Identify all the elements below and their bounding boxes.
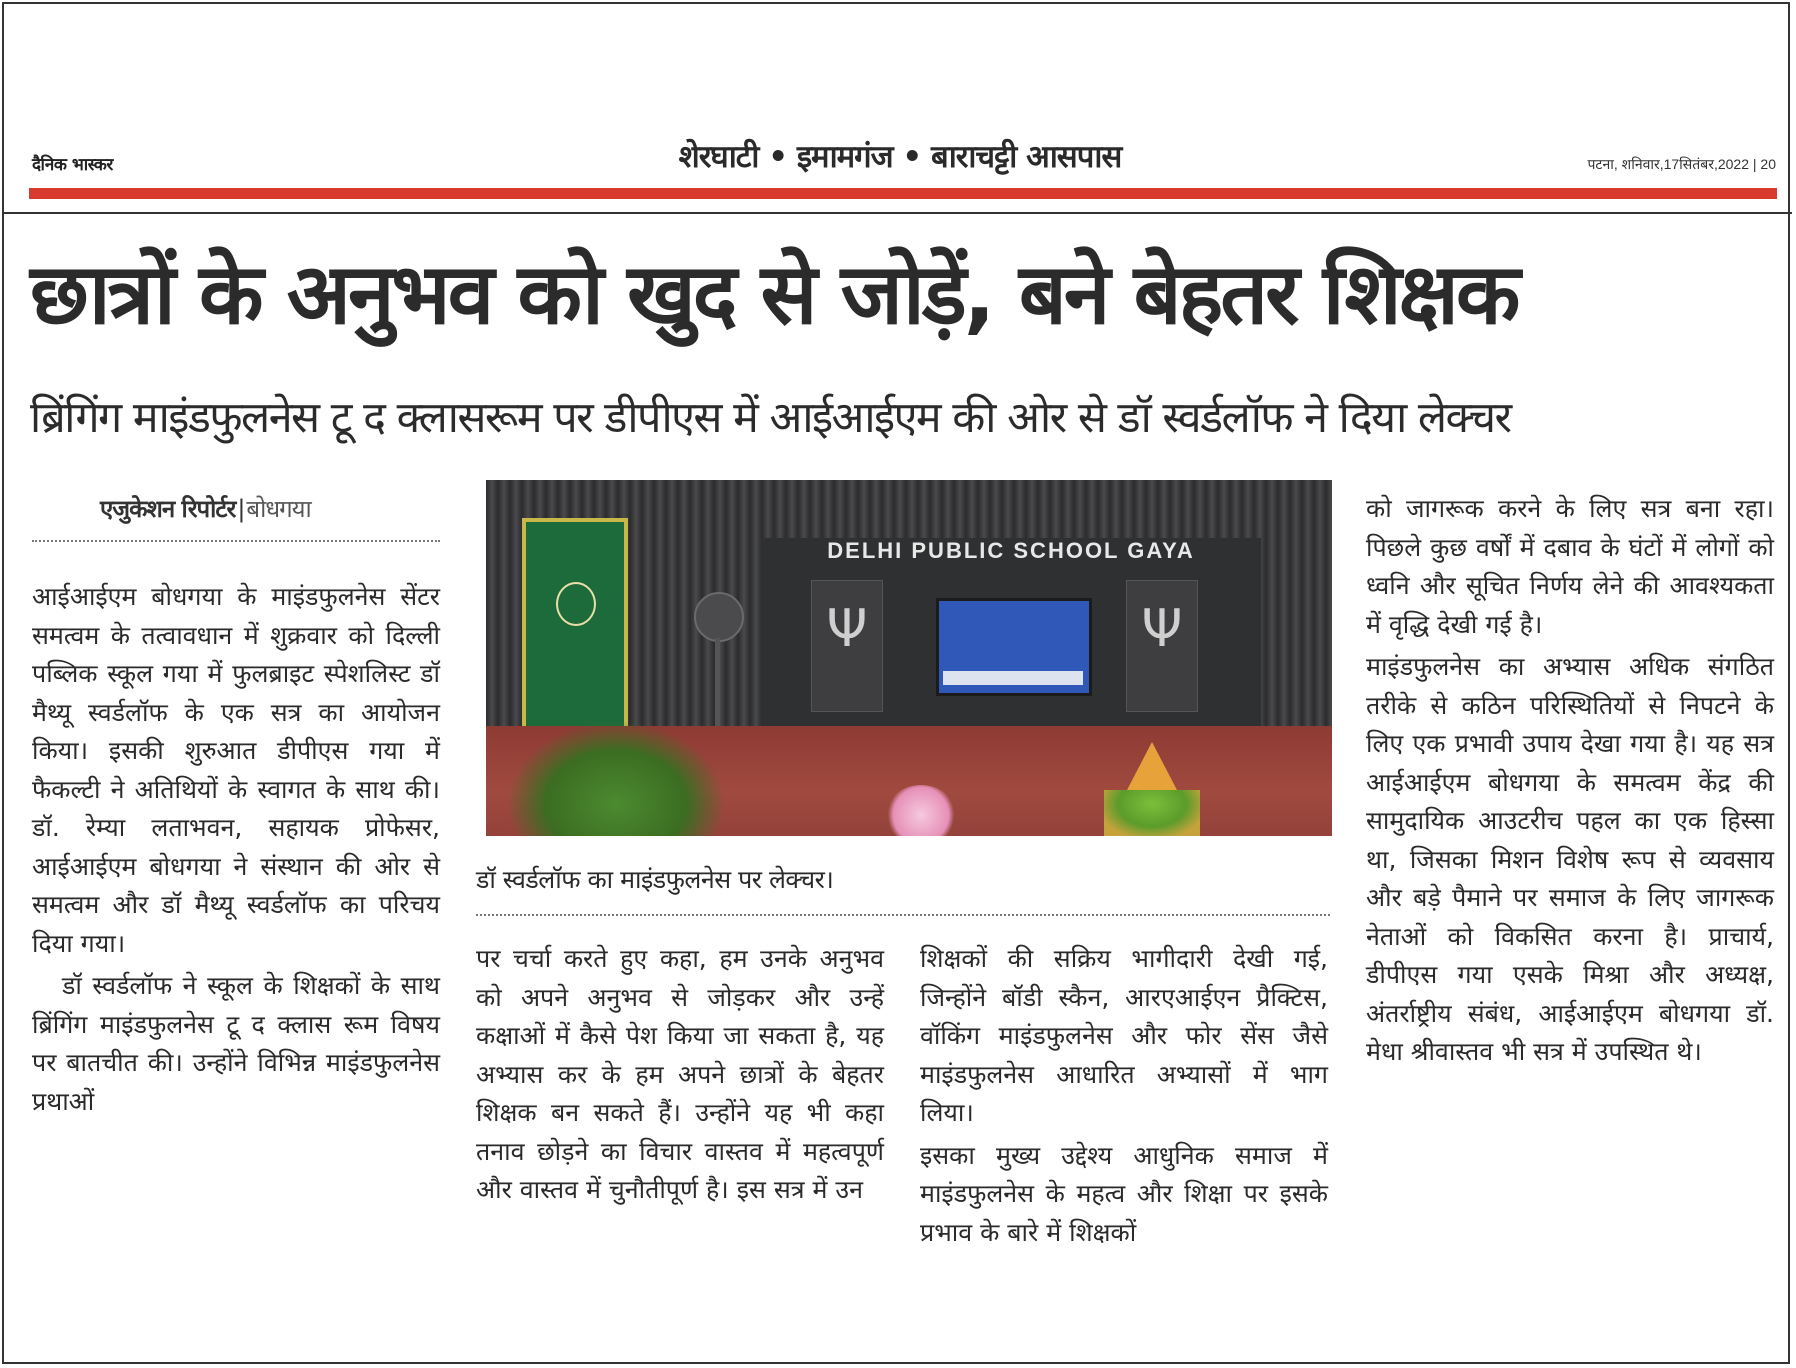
trident-panel-right xyxy=(1126,580,1198,712)
article-column-2 xyxy=(476,940,884,1210)
paragraph: पर चर्चा करते हुए कहा, हम उनके अनुभव को अपने अनुभव से जोड़कर और उन्हें कक्षाओं में कैसे पेश किया जा सकता है, यह अभ्यास कर के हम अपने छात्रों के बेहतर शिक्षक बन सकते हैं। उन्होंने यह भी कहा तनाव छोड़ने का विचार वास्तव में महत्वपूर्ण और वास्तव में चुनौतीपूर्ण है। इस सत्र में उन xyxy=(476,944,884,1204)
fan-icon xyxy=(694,592,744,642)
header-divider xyxy=(2,212,1792,214)
paragraph: को जागरूक करने के लिए सत्र बना रहा। पिछले कुछ वर्षों में दबाव के घंटों में लोगों को ध्वनि और सूचित निर्णय लेने की आवश्यकता में वृद्धि देखी गई है। xyxy=(1366,494,1774,639)
kalash-decoration xyxy=(1126,742,1178,792)
school-sign: DELHI PUBLIC SCHOOL GAYA xyxy=(827,538,1195,563)
byline xyxy=(100,492,311,525)
paragraph: माइंडफुलनेस का अभ्यास अधिक संगठित तरीके से कठिन परिस्थितियों से निपटने के लिए एक प्रभावी उपाय देखा गया है। यह सत्र आईआईएम बोधगया के समत्वम केंद्र की सामुदायिक आउटरीच पहल का एक हिस्सा था, जिसका मिशन विशेष रूप से व्यवसाय और बड़े पैमाने पर समाज के लिए जागरूक नेताओं को विकसित करना है। प्राचार्य, डीपीएस गया एसके मिश्रा और अध्यक्ष, अंतर्राष्ट्रीय संबंध, आईआईएम बोधगया डॉ. मेधा श्रीवास्तव भी सत्र में उपस्थित थे। xyxy=(1366,652,1774,1066)
byline-separator: | xyxy=(237,495,245,523)
byline-divider xyxy=(32,540,440,542)
headline: छात्रों के अनुभव को खुद से जोड़ें, बने बेहतर शिक्षक xyxy=(30,245,1518,343)
paragraph: आईआईएम बोधगया के माइंडफुलनेस सेंटर समत्वम के तत्वावधान में शुक्रवार को दिल्ली पब्लिक स्कूल गया में फुलब्राइट स्पेशलिस्ट डॉ मैथ्यू स्वर्डलॉफ के एक सत्र का आयोजन किया। इसकी शुरुआत डीपीएस गया में फैकल्टी ने अतिथियों के स्वागत के साथ की। डॉ. रेम्या लताभवन, सहायक प्रोफेसर, आईआईएम बोधगया ने संस्थान की ओर से समत्वम और डॉ मैथ्यू स्वर्डलॉफ का परिचय दिया गया। xyxy=(32,582,440,958)
byline-location: बोधगया xyxy=(246,495,311,523)
trident-panel-left xyxy=(811,580,883,712)
section-title: शेरघाटी • इमामगंज • बाराचट्टी आसपास xyxy=(678,139,1122,175)
paragraph: डॉ स्वर्डलॉफ ने स्कूल के शिक्षकों के साथ ब्रिंगिंग माइंडफुलनेस टू द क्लास रूम विषय पर बातचीत की। उन्होंने विभिन्न माइंडफुलनेस प्रथाओं xyxy=(32,971,440,1116)
article-column-4 xyxy=(1366,490,1774,1072)
podium xyxy=(522,518,628,730)
masthead-red-rule xyxy=(29,188,1777,199)
byline-reporter: एजुकेशन रिपोर्टर xyxy=(100,495,236,523)
subheadline: ब्रिंगिंग माइंडफुलनेस टू द क्लासरूम पर डीपीएस में आईआईएम की ओर से डॉ स्वर्डलॉफ ने दिया लेक्चर xyxy=(30,393,1511,443)
caption-divider xyxy=(476,914,1330,916)
flower-decoration xyxy=(886,785,956,836)
plant xyxy=(506,720,726,836)
fan-stand xyxy=(715,638,720,728)
newspaper-logo: दैनिक भास्कर xyxy=(32,155,113,175)
article-photo xyxy=(486,480,1332,836)
article-column-1 xyxy=(32,578,440,1121)
presentation-screen xyxy=(936,598,1092,696)
article-column-3 xyxy=(920,940,1328,1252)
paragraph: शिक्षकों की सक्रिय भागीदारी देखी गई, जिन्होंने बॉडी स्कैन, आरएआईएन प्रैक्टिस, वॉकिंग माइंडफुलनेस और फोर सेंस जैसे माइंडफुलनेस आधारित अभ्यासों में भाग लिया। xyxy=(920,944,1328,1127)
photo-caption: डॉ स्वर्डलॉफ का माइंडफुलनेस पर लेक्चर। xyxy=(476,865,834,894)
kalash-base xyxy=(1104,790,1200,836)
paragraph: इसका मुख्य उद्देश्य आधुनिक समाज में माइंडफुलनेस के महत्व और शिक्षा पर इसके प्रभाव के बारे में शिक्षकों xyxy=(920,1140,1328,1247)
dateline: पटना, शनिवार,17सितंबर,2022 | 20 xyxy=(1587,156,1776,172)
